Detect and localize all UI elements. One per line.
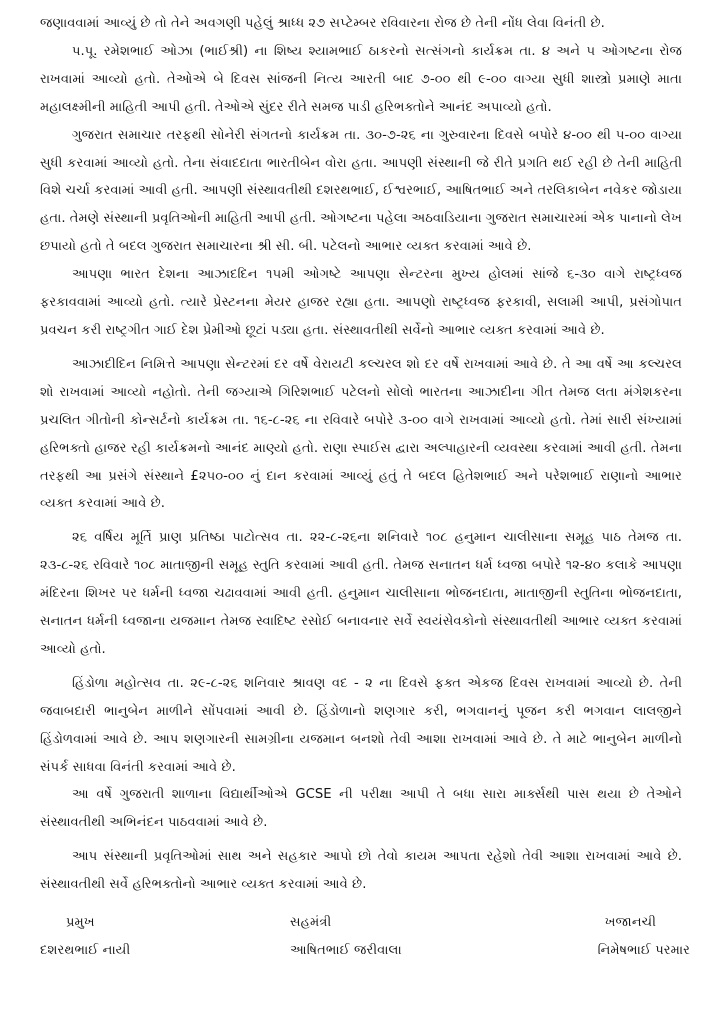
treasurer-title: ખજાનચી [604, 915, 656, 931]
paragraph-closing-thanks: આપ સંસ્થાની પ્રવૃતિઓમાં સાથ અને સહકાર આપો છો તેવો કાયમ આપતા રહેશો તેવી આશા રાખવામાં આવે છે. સંસ્થાવતીથી સર્વે હરિભક્તોનો આભાર વ્યક્ત કરવામાં આવે છે. [40, 849, 682, 893]
joint-secretary-name: આષિતભાઈ જરીવાલા [290, 943, 402, 958]
paragraph-gujarat-samachar: ગુજરાત સમાચાર તરફથી સોનેરી સંગતનો કાર્યક્રમ તા. ૩૦-૭-૨૬ ના ગુરુવારના દિવસે બપોરે ૪-૦૦ થી ૫-૦૦ વાગ્યા સુધી કરવામાં આવ્યો હતો. તેના સંવાદદાતા ભારતીબેન વોરા હતા. આપણી સંસ્થાની જે રીતે પ્રગતિ થઈ રહી છે તેની માહિતી વિશે ચર્ચા કરવામાં આવી હતી. આપણી સંસ્થાવતીથી દશરથભાઈ, ઈશ્વરભાઈ, આષિતભાઈ અને તરલિકાબેન નવેકર જોડાયા હતા. તેમણે સંસ્થાની પ્રવૃતિઓની માહિતી આપી હતી. ઓગષ્ટના પહેલા અઠવાડિયાના ગુજરાત સમાચારમાં એક પાનાનો લેખ છપાયો હતો તે બદલ ગુજરાત સમાચારના શ્રી સી. બી. પટેલનો આભાર વ્યક્ત કરવામાં આવે છે. [40, 127, 682, 255]
joint-secretary-title: સહમંત્રી [290, 915, 332, 931]
paragraph-cultural-show: આઝાદીદિન નિમિત્તે આપણા સેન્ટરમાં દર વર્ષે વેરાયટી કલ્ચરલ શો દર વર્ષે રાખવામાં આવે છે. તે આ વર્ષે આ કલ્ચરલ શો રાખવામાં આવ્યો નહોતો. તેની જગ્યાએ ગિરિશભાઈ પટેલનો સોલો ભારતના આઝાદીના ગીત તેમજ લતા મંગેશકરના પ્રચલિત ગીતોની કોન્સર્ટનો કાર્યક્રમ તા. ૧૬-૮-૨૬ ના રવિવારે બપોરે ૩-૦૦ વાગે રાખવામાં આવ્યો હતો. તેમાં સારી સંખ્યામાં હરિભક્તો હાજર રહી કાર્યક્રમનો આનંદ માણ્યો હતો. રાણા સ્પાઈસ દ્વારા અલ્પાહારની વ્યવસ્થા કરવામાં આવી હતી. તેમના તરફથી આ પ્રસંગે સંસ્થાને £૨૫૦-૦૦ નું દાન કરવામાં આવ્યું હતું તે બદલ હિતેશભાઈ અને પરેશભાઈ રાણાનો આભાર વ્યક્ત કરવામાં આવે છે. [40, 356, 682, 512]
paragraph-shraddh-notice: જણાવવામાં આવ્યું છે તો તેને અવગણી પહેલું શ્રાધ્ધ ૨૭ સપ્ટેમ્બર રવિવારના રોજ છે તેની નોંધ લેવા વિનંતી છે. [40, 16, 605, 31]
paragraph-hindola-mahotsav: હિંડોળા મહોત્સવ તા. ૨૯-૮-૨૬ શનિવાર શ્રાવણ વદ - ૨ ના દિવસે ફક્ત એકજ દિવસ રાખવામાં આવ્યો છે. તેની જવાબદારી ભાનુબેન માળીને સોંપવામાં આવી છે. હિંડોળાનો શણગાર કરી, ભગવાનનું પૂજન કરી ભગવાન લાલજીને હિંડોળવામાં આવે છે. આપ શણગારની સામગ્રીના યજમાન બનશો તેવી આશા રાખવામાં આવે છે. તે માટે ભાનુબેન માળીનો સંપર્ક સાધવા વિનંતી કરવામાં આવે છે. [40, 675, 682, 775]
paragraph-gcse-results: આ વર્ષે ગુજરાતી શાળાના વિદ્યાર્થીઓએ GCSE ની પરીક્ષા આપી તે બધા સારા માર્ક્સથી પાસ થયા છે તેઓને સંસ્થાવતીથી અભિનંદન પાઠવવામાં આવે છે. [40, 787, 682, 831]
president-title: પ્રમુખ [66, 915, 95, 931]
paragraph-independence-day: આપણા ભારત દેશના આઝાદદિન ૧૫મી ઓગષ્ટે આપણા સેન્ટરના મુખ્ય હોલમાં સાંજે ૬-૩૦ વાગે રાષ્ટ્રધ્વજ ફરકાવવામાં આવ્યો હતો. ત્યારે પ્રેસ્ટનના મેયર હાજર રહ્યા હતા. આપણો રાષ્ટ્રધ્વજ ફરકાવી, સલામી આપી, પ્રસંગોપાત પ્રવચન કરી રાષ્ટ્રગીત ગાઈ દેશ પ્રેમીઓ છૂટાં પડ્યા હતા. સંસ્થાવતીથી સર્વેનો આભાર વ્યક્ત કરવામાં આવે છે. [40, 267, 682, 338]
paragraph-patotsav: ૨૬ વર્ષિય મૂર્તિ પ્રાણ પ્રતિષ્ઠા પાટોત્સવ તા. ૨૨-૮-૨૬ના શનિવારે ૧૦૮ હનુમાન ચાલીસાના સમૂહ પાઠ તેમજ તા. ૨૩-૮-૨૬ રવિવારે ૧૦૮ માતાજીની સમૂહ સ્તુતિ કરવામાં આવી હતી. તેમજ સનાતન ધર્મ ધ્વજા બપોરે ૧૨-૪૦ કલાકે આપણા મંદિરના શિખર પર ધર્મની ધ્વજા ચઢાવવામાં આવી હતી. હનુમાન ચાલીસાના ભોજનદાતા, માતાજીની સ્તુતિના ભોજનદાતા, સનાતન ધર્મની ધ્વજાના યજમાન તેમજ સ્વાદિષ્ટ રસોઈ બનાવનાર સર્વે સ્વયંસેવકોનો સંસ્થાવતીથી આભાર વ્યક્ત કરવામાં આવ્યો હતો. [40, 530, 682, 657]
treasurer-name: નિમેષભાઈ પરમાર [597, 943, 690, 958]
signature-names-row [40, 937, 690, 965]
president-name: દશરથભાઈ નાયી [40, 943, 131, 958]
signature-titles-row [40, 909, 682, 937]
paragraph-satsang-program: પ.પૂ. રમેશભાઈ ઓઝા (ભાઈશ્રી) ના શિષ્ય શ્યામભાઈ ઠાકરનો સત્સંગનો કાર્યક્રમ તા. ૪ અને ૫ ઓગષ્ટના રોજ રાખવામાં આવ્યો હતો. તેઓએ બે દિવસ સાંજની નિત્ય આરતી બાદ ૭-૦૦ થી ૯-૦૦ વાગ્યા સુધી શાસ્ત્રો પ્રમાણે માતા મહાલક્ષ્મીની માહિતી આપી હતી. તેઓએ સુંદર રીતે સમજ પાડી હરિભક્તોને આનંદ અપાવ્યો હતો. [40, 43, 682, 115]
